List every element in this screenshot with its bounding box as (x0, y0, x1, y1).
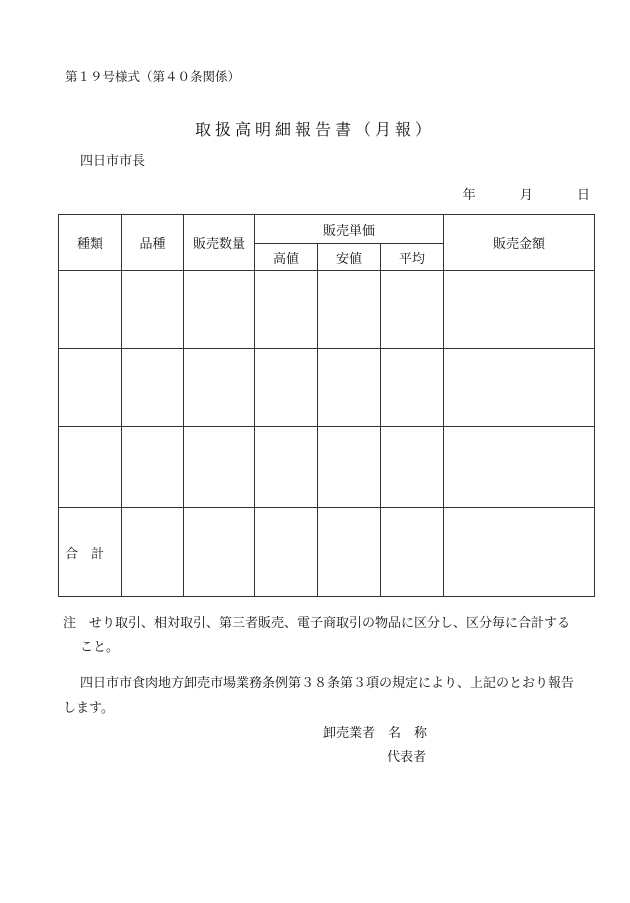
table-row (59, 349, 595, 427)
wholesaler-name-label: 卸売業者 名 称 (323, 726, 428, 741)
table-cell[interactable] (381, 508, 444, 597)
date-day-label: 日 (576, 188, 590, 203)
table-cell[interactable] (444, 349, 595, 427)
date-year-label: 年 (462, 188, 476, 203)
table-cell[interactable] (381, 349, 444, 427)
table-cell[interactable] (318, 271, 381, 349)
header-high: 高値 (255, 244, 318, 271)
table-cell[interactable] (381, 427, 444, 508)
header-average: 平均 (381, 244, 444, 271)
table-cell[interactable] (59, 271, 122, 349)
table-row (59, 271, 595, 349)
body-line-2: します。 (63, 701, 114, 716)
representative-label: 代表者 (387, 750, 427, 765)
addressee: 四日市市長 (80, 154, 146, 169)
header-variety: 品種 (122, 215, 184, 271)
table-cell[interactable] (184, 349, 255, 427)
table-cell[interactable] (444, 271, 595, 349)
table-cell[interactable] (122, 271, 184, 349)
table-cell[interactable] (122, 508, 184, 597)
table-cell[interactable] (255, 427, 318, 508)
header-unit-price: 販売単価 (255, 215, 444, 244)
table-cell[interactable] (318, 349, 381, 427)
table-cell[interactable] (318, 508, 381, 597)
table-cell[interactable] (444, 508, 595, 597)
total-row (59, 508, 595, 597)
date-month-label: 月 (519, 188, 533, 203)
note-line-2: こと。 (80, 640, 120, 655)
header-kind: 種類 (59, 215, 122, 271)
table-cell[interactable] (59, 349, 122, 427)
table-cell[interactable] (184, 427, 255, 508)
date-line (441, 184, 590, 203)
table-cell[interactable] (122, 349, 184, 427)
header-sales-quantity: 販売数量 (184, 215, 255, 271)
body-line-1: 四日市市食肉地方卸売市場業務条例第３８条第３項の規定により、上記のとおり報告 (80, 676, 575, 691)
document-title: 取扱高明細報告書（月報） (194, 120, 435, 139)
total-label: 合 計 (59, 508, 122, 597)
report-table (58, 214, 595, 597)
table-cell[interactable] (318, 427, 381, 508)
header-sales-amount: 販売金額 (444, 215, 595, 271)
table-cell[interactable] (255, 508, 318, 597)
note-line-1: 注 せり取引、相対取引、第三者販売、電子商取引の物品に区分し、区分毎に合計する (63, 616, 571, 631)
table-cell[interactable] (122, 427, 184, 508)
table-row (59, 427, 595, 508)
table-cell[interactable] (255, 349, 318, 427)
table-cell[interactable] (381, 271, 444, 349)
form-number: 第１９号様式（第４０条関係） (65, 69, 241, 84)
table-cell[interactable] (184, 508, 255, 597)
header-low: 安値 (318, 244, 381, 271)
table-cell[interactable] (255, 271, 318, 349)
table-cell[interactable] (184, 271, 255, 349)
table-cell[interactable] (59, 427, 122, 508)
table-cell[interactable] (444, 427, 595, 508)
